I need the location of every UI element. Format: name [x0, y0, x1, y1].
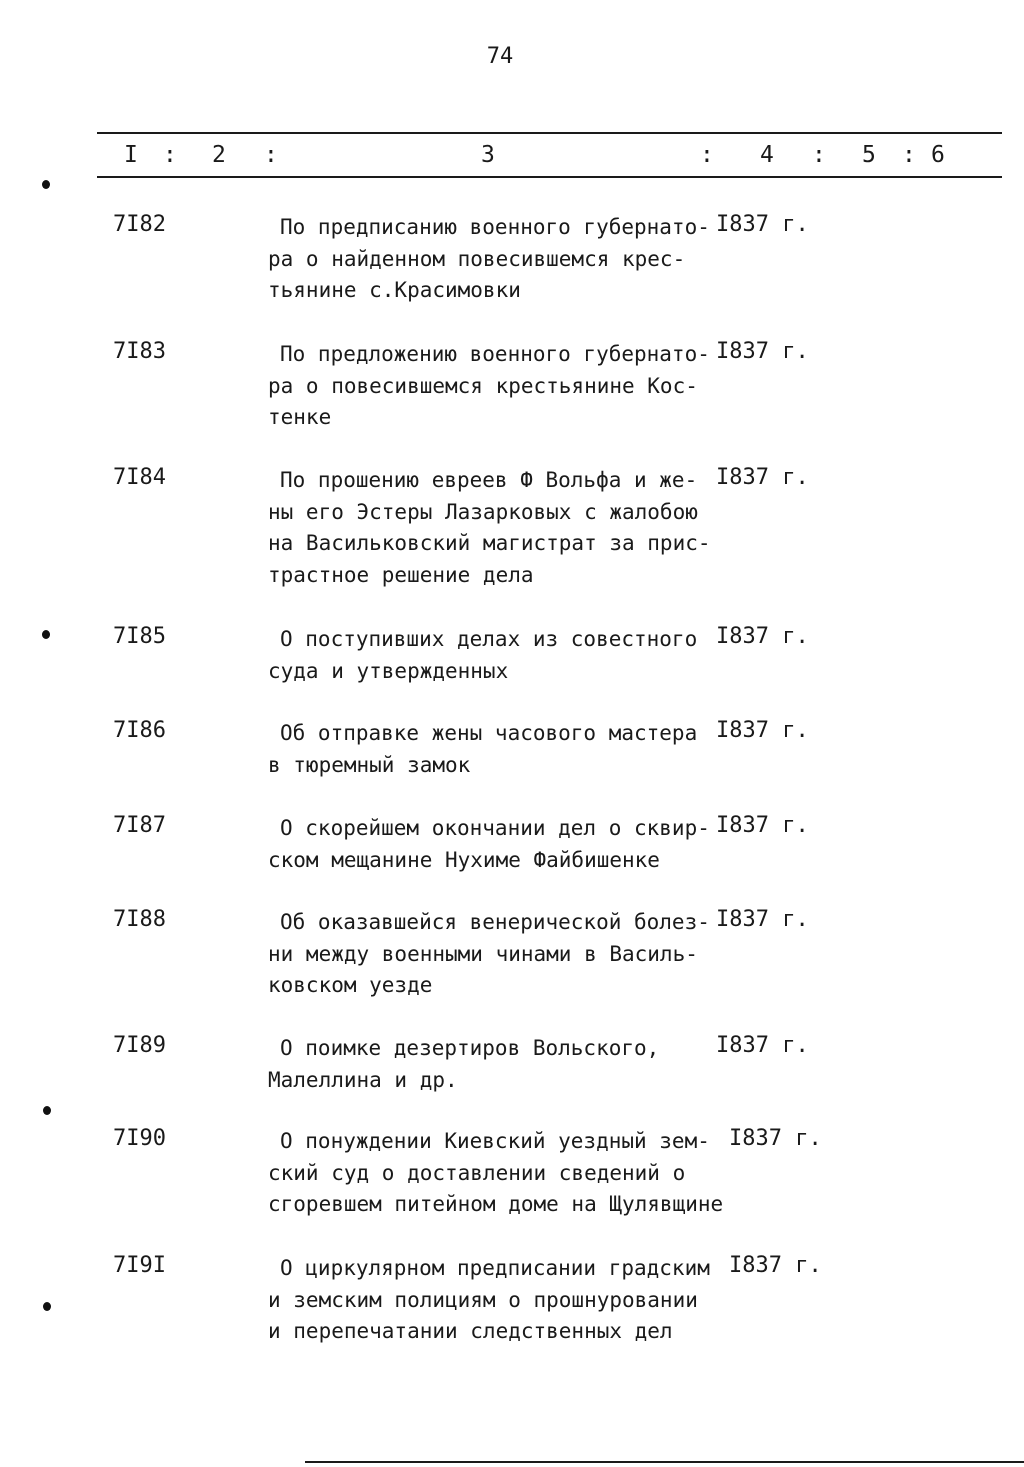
record-year: I837 г. [716, 718, 809, 743]
record-description [268, 718, 697, 781]
header-col-6: 6 [931, 142, 945, 168]
header-col-5: 5 [862, 142, 876, 168]
record-year: I837 г. [729, 1126, 822, 1151]
record-description [268, 1126, 723, 1221]
header-separator: : [812, 142, 826, 168]
record-description-line: суда и утвержденных [268, 658, 509, 683]
record-description-line: в тюремный замок [268, 752, 471, 777]
record-year: I837 г. [729, 1253, 822, 1278]
record-number: 7I82 [113, 212, 166, 237]
record-number: 7I86 [113, 718, 166, 743]
header-col-2: 2 [212, 142, 226, 168]
table-header-bottom-rule [97, 176, 1002, 178]
record-number: 7I90 [113, 1126, 166, 1151]
record-description [268, 624, 697, 687]
record-number: 7I85 [113, 624, 166, 649]
record-description [268, 1033, 659, 1096]
record-description-line: О поступивших делах из совестного [280, 627, 698, 651]
record-description-line: ны его Эстеры Лазарковых с жалобою [268, 499, 698, 524]
record-description [268, 813, 710, 876]
punch-hole-dot [42, 180, 50, 189]
record-number: 7I88 [113, 907, 166, 932]
record-description-line: По прошению евреев Ф Вольфа и же- [280, 468, 698, 492]
record-year: I837 г. [716, 624, 809, 649]
record-description-line: По предложению военного губернато- [280, 342, 710, 366]
record-description-line: и земским полициям о прошнуровании [268, 1287, 698, 1312]
record-number: 7I9I [113, 1253, 166, 1278]
header-separator: : [700, 142, 714, 168]
punch-hole-dot [43, 1302, 51, 1311]
record-description [268, 907, 710, 1002]
record-description [268, 1253, 710, 1348]
record-year: I837 г. [716, 813, 809, 838]
header-col-4: 4 [760, 142, 774, 168]
footer-rule [305, 1461, 1024, 1463]
record-description-line: Об оказавшейся венерической болез- [280, 910, 710, 934]
record-description-line: ский суд о доставлении сведений о [268, 1160, 686, 1185]
record-description-line: ни между военными чинами в Василь- [268, 941, 698, 966]
record-description-line: тьянине с.Красимовки [268, 278, 521, 302]
record-number: 7I89 [113, 1033, 166, 1058]
record-description-line: сгоревшем питейном доме на Щулявщине [268, 1192, 724, 1216]
header-separator: : [264, 142, 278, 168]
record-year: I837 г. [716, 339, 809, 364]
record-year: I837 г. [716, 907, 809, 932]
record-description [268, 339, 710, 434]
record-year: I837 г. [716, 1033, 809, 1058]
record-description-line: ском мещанине Нухиме Файбишенке [268, 847, 660, 872]
record-description-line: тенке [268, 405, 332, 429]
punch-hole-dot [42, 630, 50, 639]
record-description-line: Малеллина и др. [268, 1067, 458, 1092]
table-header-top-rule [97, 132, 1002, 134]
record-description [268, 465, 711, 591]
record-number: 7I84 [113, 465, 166, 490]
record-description-line: ра о найденном повесившемся крес- [268, 246, 686, 271]
record-description-line: О поимке дезертиров Вольского, [280, 1036, 660, 1060]
record-year: I837 г. [716, 465, 809, 490]
record-description-line: О скорейшем окончании дел о сквир- [280, 816, 710, 840]
header-separator: : [163, 142, 177, 168]
record-description-line: ра о повесившемся крестьянине Кос- [268, 373, 698, 398]
page-number: 74 [486, 44, 514, 69]
record-description-line: О циркулярном предписании градским [280, 1256, 710, 1280]
record-description [268, 212, 710, 307]
record-description-line: трастное решение дела [268, 562, 534, 587]
header-col-1: I [124, 142, 138, 168]
record-number: 7I87 [113, 813, 166, 838]
record-description-line: на Васильковский магистрат за прис- [268, 531, 711, 555]
header-separator: : [902, 142, 916, 168]
header-col-3: 3 [481, 142, 495, 168]
punch-hole-dot [43, 1106, 51, 1115]
record-description-line: и перепечатании следственных дел [268, 1319, 673, 1343]
record-description-line: ковском уезде [268, 973, 433, 997]
record-year: I837 г. [716, 212, 809, 237]
record-description-line: Об отправке жены часового мастера [280, 721, 698, 745]
record-description-line: По предписанию военного губернато- [280, 215, 710, 239]
record-description-line: О понуждении Киевский уездный зем- [280, 1129, 710, 1153]
record-number: 7I83 [113, 339, 166, 364]
